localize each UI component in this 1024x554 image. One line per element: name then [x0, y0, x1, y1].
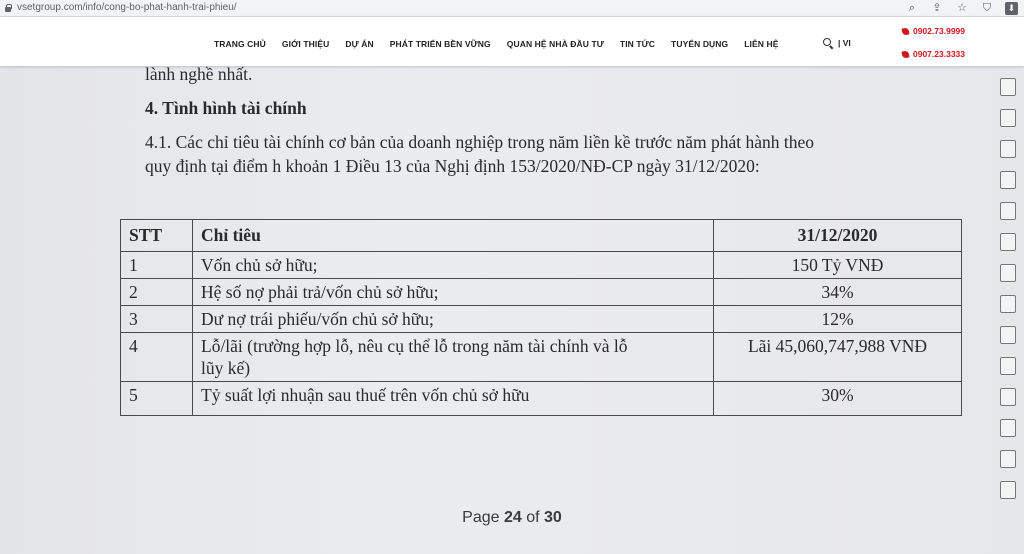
- table-row: [121, 382, 962, 416]
- binder-mark: [1000, 419, 1016, 437]
- phone-icon: [901, 27, 909, 35]
- intro-line: 4.1. Các chỉ tiêu tài chính cơ bản của doanh nghiệp trong năm liền kề trước năm phát hành theo: [145, 132, 814, 152]
- binder-mark: [1000, 264, 1016, 282]
- hotline-1[interactable]: [902, 26, 965, 36]
- hotline-2[interactable]: [902, 49, 965, 59]
- binder-mark: [1000, 357, 1016, 375]
- nav-item-careers[interactable]: TUYỂN DỤNG: [671, 39, 729, 49]
- phone-icon: [901, 50, 909, 58]
- col-header-stt: STT: [121, 220, 193, 252]
- document-page[interactable]: [0, 66, 1024, 554]
- col-header-indicator: Chỉ tiêu: [193, 220, 714, 252]
- page-total: 30: [544, 509, 562, 526]
- lock-icon: [5, 4, 11, 12]
- page-current: 24: [503, 509, 522, 526]
- nav-item-investor-relations[interactable]: QUAN HỆ NHÀ ĐẦU TƯ: [506, 39, 604, 49]
- cell-indicator: Hệ số nợ phải trả/vốn chủ sở hữu;: [193, 279, 714, 306]
- hotline-number: 0907.23.3333: [913, 49, 965, 59]
- download-icon[interactable]: ⬇: [1005, 2, 1018, 15]
- main-nav: [214, 39, 794, 49]
- nav-item-news[interactable]: TIN TỨC: [619, 39, 656, 49]
- hotlines: [902, 26, 965, 72]
- cell-value: Lãi 45,060,747,988 VNĐ: [714, 333, 962, 382]
- cell-indicator: Tỷ suất lợi nhuận sau thuế trên vốn chủ sở hữu: [193, 382, 714, 416]
- page-sep: of: [526, 509, 540, 526]
- browser-toolbar: [905, 0, 1018, 17]
- binder-marks: [1000, 78, 1018, 512]
- address-bar[interactable]: [0, 0, 1024, 17]
- hotline-number: 0902.73.9999: [913, 26, 965, 36]
- page-indicator: [0, 509, 1024, 527]
- cell-indicator: [193, 333, 714, 382]
- binder-mark: [1000, 109, 1016, 127]
- cell-value: 12%: [714, 306, 962, 333]
- financial-table: [120, 219, 962, 416]
- binder-mark: [1000, 481, 1016, 499]
- table-row: [121, 333, 962, 382]
- table-header-row: [121, 220, 962, 252]
- nav-item-projects[interactable]: DỰ ÁN: [345, 39, 374, 49]
- cell-value: 30%: [714, 382, 962, 416]
- cell-value: 34%: [714, 279, 962, 306]
- nav-item-home[interactable]: TRANG CHỦ: [214, 39, 266, 49]
- shield-extension-icon[interactable]: ⛉: [982, 2, 992, 14]
- binder-mark: [1000, 202, 1016, 220]
- star-icon[interactable]: ☆: [957, 2, 967, 14]
- doc-line: lành nghề nhất.: [145, 66, 253, 84]
- url-text[interactable]: vsetgroup.com/info/cong-bo-phat-hanh-trai-phieu/: [17, 2, 237, 13]
- cell-stt: 4: [121, 333, 193, 382]
- nav-item-about[interactable]: GIỚI THIỆU: [281, 39, 330, 49]
- cell-stt: 3: [121, 306, 193, 333]
- cell-stt: 1: [121, 252, 193, 279]
- col-header-date: 31/12/2020: [714, 220, 962, 252]
- binder-mark: [1000, 388, 1016, 406]
- table-row: [121, 279, 962, 306]
- language-switch[interactable]: | VI: [838, 38, 851, 48]
- section-heading: 4. Tình hình tài chính: [145, 98, 307, 118]
- binder-mark: [1000, 140, 1016, 158]
- cell-indicator: Dư nợ trái phiếu/vốn chủ sở hữu;: [193, 306, 714, 333]
- share-icon[interactable]: ⇪: [932, 2, 942, 14]
- cell-value: 150 Tỷ VNĐ: [714, 252, 962, 279]
- search-icon[interactable]: [822, 37, 834, 49]
- binder-mark: [1000, 233, 1016, 251]
- nav-item-sustainability[interactable]: PHÁT TRIỂN BỀN VỮNG: [389, 39, 491, 49]
- cell-indicator-line: Lỗ/lãi (trường hợp lỗ, nêu cụ thể lỗ trong năm tài chính và lỗ: [201, 336, 628, 356]
- cell-indicator: Vốn chủ sở hữu;: [193, 252, 714, 279]
- binder-mark: [1000, 326, 1016, 344]
- binder-mark: [1000, 171, 1016, 189]
- magnifier-icon[interactable]: ⌕: [908, 2, 916, 14]
- intro-line: quy định tại điểm h khoản 1 Điều 13 của Nghị định 153/2020/NĐ-CP ngày 31/12/2020:: [145, 156, 760, 176]
- binder-mark: [1000, 450, 1016, 468]
- binder-mark: [1000, 295, 1016, 313]
- page-label: Page: [462, 509, 500, 526]
- table-row: [121, 306, 962, 333]
- table-row: [121, 252, 962, 279]
- cell-indicator-line: lũy kế): [201, 358, 251, 378]
- binder-mark: [1000, 78, 1016, 96]
- cell-stt: 2: [121, 279, 193, 306]
- nav-item-contact[interactable]: LIÊN HỆ: [744, 39, 779, 49]
- cell-stt: 5: [121, 382, 193, 416]
- site-header: [0, 17, 1024, 66]
